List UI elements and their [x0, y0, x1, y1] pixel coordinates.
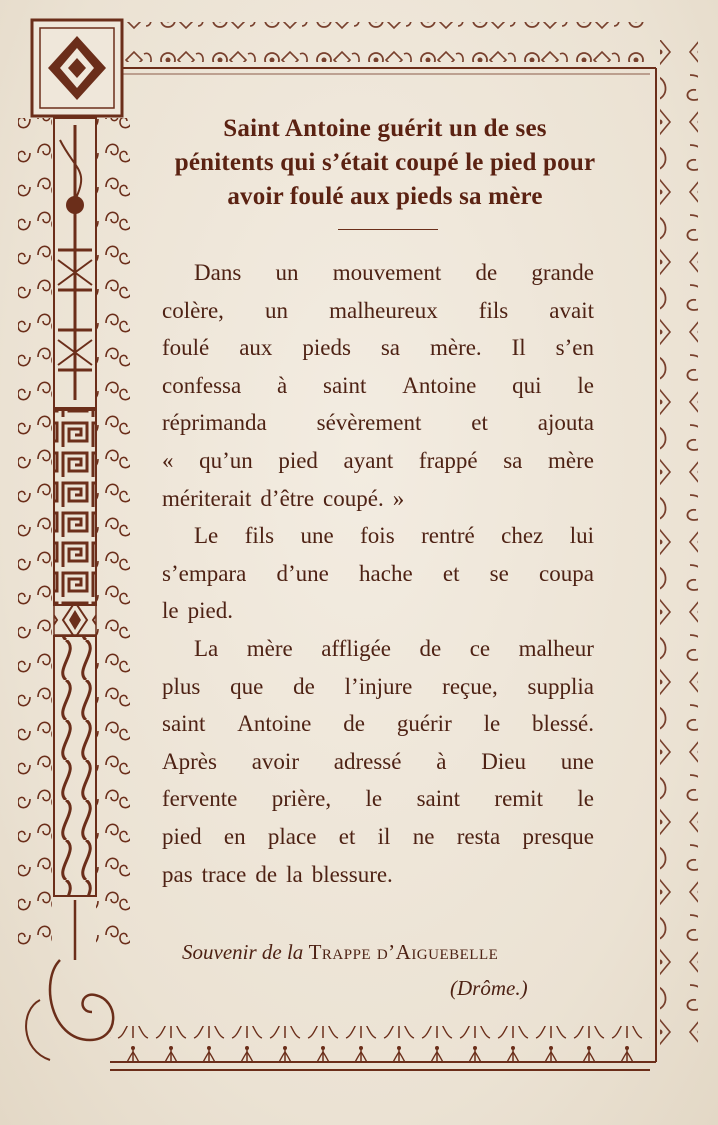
title-divider	[338, 229, 438, 230]
body-line: Dans un mouvement de grande	[194, 260, 594, 285]
body-line: Après avoir adressé à Dieu une	[162, 748, 594, 774]
body-line: foulé aux pieds sa mère. Il s’en	[162, 335, 594, 361]
title-line: avoir foulé aux pieds sa mère	[227, 183, 543, 210]
body-line: pied en place et il ne resta presque	[162, 823, 594, 849]
place-name: Trappe d’Aiguebelle	[308, 940, 499, 964]
body-text	[162, 254, 594, 893]
body-line: saint Antoine de guérir le blessé.	[162, 711, 594, 737]
souvenir-label: Souvenir de la	[182, 940, 304, 964]
body-line: s’empara d’une hache et se coupa	[162, 560, 594, 586]
body-line: mériterait d’être coupé. »	[162, 485, 405, 511]
body-line: pas trace de la blessure.	[162, 861, 393, 887]
body-line: réprimanda sévèrement et ajouta	[162, 410, 594, 436]
body-line: plus que de l’injure reçue, supplia	[162, 673, 594, 699]
body-line: colère, un malheureux fils avait	[162, 297, 594, 323]
title-line: pénitents qui s’était coupé le pied pour	[174, 149, 596, 176]
body-line: le pied.	[162, 598, 233, 624]
souvenir-line	[182, 940, 498, 965]
body-line: fervente prière, le saint remit le	[162, 786, 594, 812]
card-title	[140, 112, 630, 214]
body-line: « qu’un pied ayant frappé sa mère	[162, 447, 594, 473]
body-line: confessa à saint Antoine qui le	[162, 372, 594, 398]
region-label: (Drôme.)	[450, 976, 528, 1000]
body-line: La mère affligée de ce malheur	[194, 635, 594, 661]
body-line: Le fils une fois rentré chez lui	[194, 523, 594, 549]
title-line: Saint Antoine guérit un de ses	[223, 115, 547, 142]
